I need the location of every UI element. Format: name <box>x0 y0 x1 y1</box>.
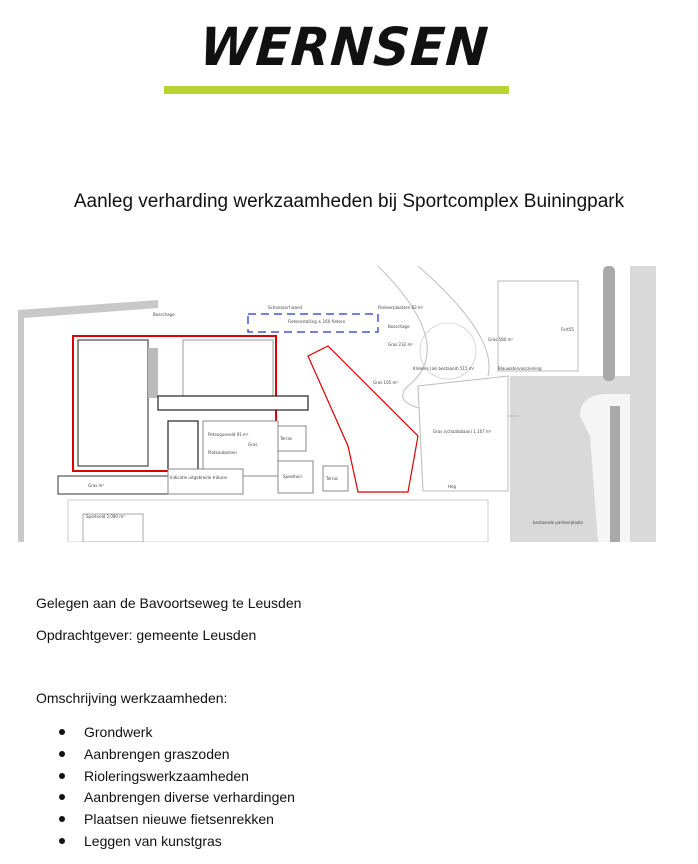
map-label: Fort55 <box>561 327 574 332</box>
bullet-icon <box>59 794 65 800</box>
map-label: Gras 232 m² <box>388 342 413 347</box>
page-title: Aanleg verharding werkzaamheden bij Sportcomplex Buiningpark <box>73 191 625 212</box>
map-label: Bosschage <box>153 312 175 317</box>
logo-wordmark: WERNSEN <box>197 16 491 78</box>
map-label: Bosschage <box>388 324 410 329</box>
list-item: Plaatsen nieuwe fietsenrekken <box>36 809 295 831</box>
list-item: Aanbrengen diverse verhardingen <box>36 787 295 809</box>
map-label: Speeltuin <box>283 474 302 479</box>
bullet-icon <box>59 729 65 735</box>
map-label: Petanqueveld 91 m² <box>208 432 249 437</box>
map-label: Terras <box>280 436 292 441</box>
gras-strip <box>58 476 168 494</box>
map-label: bestaande parkeerplaats <box>533 520 583 525</box>
list-item: Aanbrengen graszoden <box>36 744 295 766</box>
fort-building <box>498 281 578 371</box>
map-label: Plateaubomen <box>208 450 237 455</box>
map-label: Gras 105 m² <box>373 380 398 385</box>
map-label: Indicatie uitgebreide tribune <box>170 475 227 480</box>
bullet-icon <box>59 816 65 822</box>
tribune-box <box>168 469 243 494</box>
bullet-icon <box>59 773 65 779</box>
map-label: Parkeerplaatsen 83 m² <box>378 305 424 310</box>
road-right <box>630 266 656 542</box>
map-label: Klinkers (als bestaand) 515 m² <box>413 366 475 371</box>
list-item: Leggen van kunstgras <box>36 831 295 853</box>
map-label: Terras <box>326 476 338 481</box>
rooms-row <box>158 396 308 410</box>
map-label: Gras m² <box>88 483 105 488</box>
map-label: Gras (schaatsbaan) 1.107 m² <box>433 429 492 434</box>
client-text: Opdrachtgever: gemeente Leusden <box>36 627 257 643</box>
company-logo <box>164 16 509 96</box>
map-label: Heg <box>448 484 457 489</box>
list-item: Rioleringswerkzaamheden <box>36 766 295 788</box>
stairs <box>148 348 158 398</box>
task-list <box>36 722 295 853</box>
site-plan-map <box>18 266 656 542</box>
rooms-block <box>168 421 198 471</box>
road-median-bottom <box>610 406 620 542</box>
map-label: Gras <box>248 442 258 447</box>
map-label: Gras 580 m² <box>488 337 513 342</box>
map-label: Schanskorf wand <box>268 305 303 310</box>
map-label: Sportveld 2.080 m² <box>86 514 125 519</box>
hall-1 <box>78 340 148 466</box>
map-label: Fietsenstalling ± 160 fietsen <box>288 319 346 324</box>
location-text: Gelegen aan de Bavoortseweg te Leusden <box>36 595 302 611</box>
work-heading: Omschrijving werkzaamheden: <box>36 690 228 706</box>
map-label: Blauwatervoorziening <box>498 366 542 371</box>
bullet-icon <box>59 751 65 757</box>
list-item: Grondwerk <box>36 722 295 744</box>
logo-underline-bar <box>164 86 509 94</box>
road-median-top <box>603 266 615 381</box>
petanque-court <box>203 421 278 476</box>
bullet-icon <box>59 838 65 844</box>
